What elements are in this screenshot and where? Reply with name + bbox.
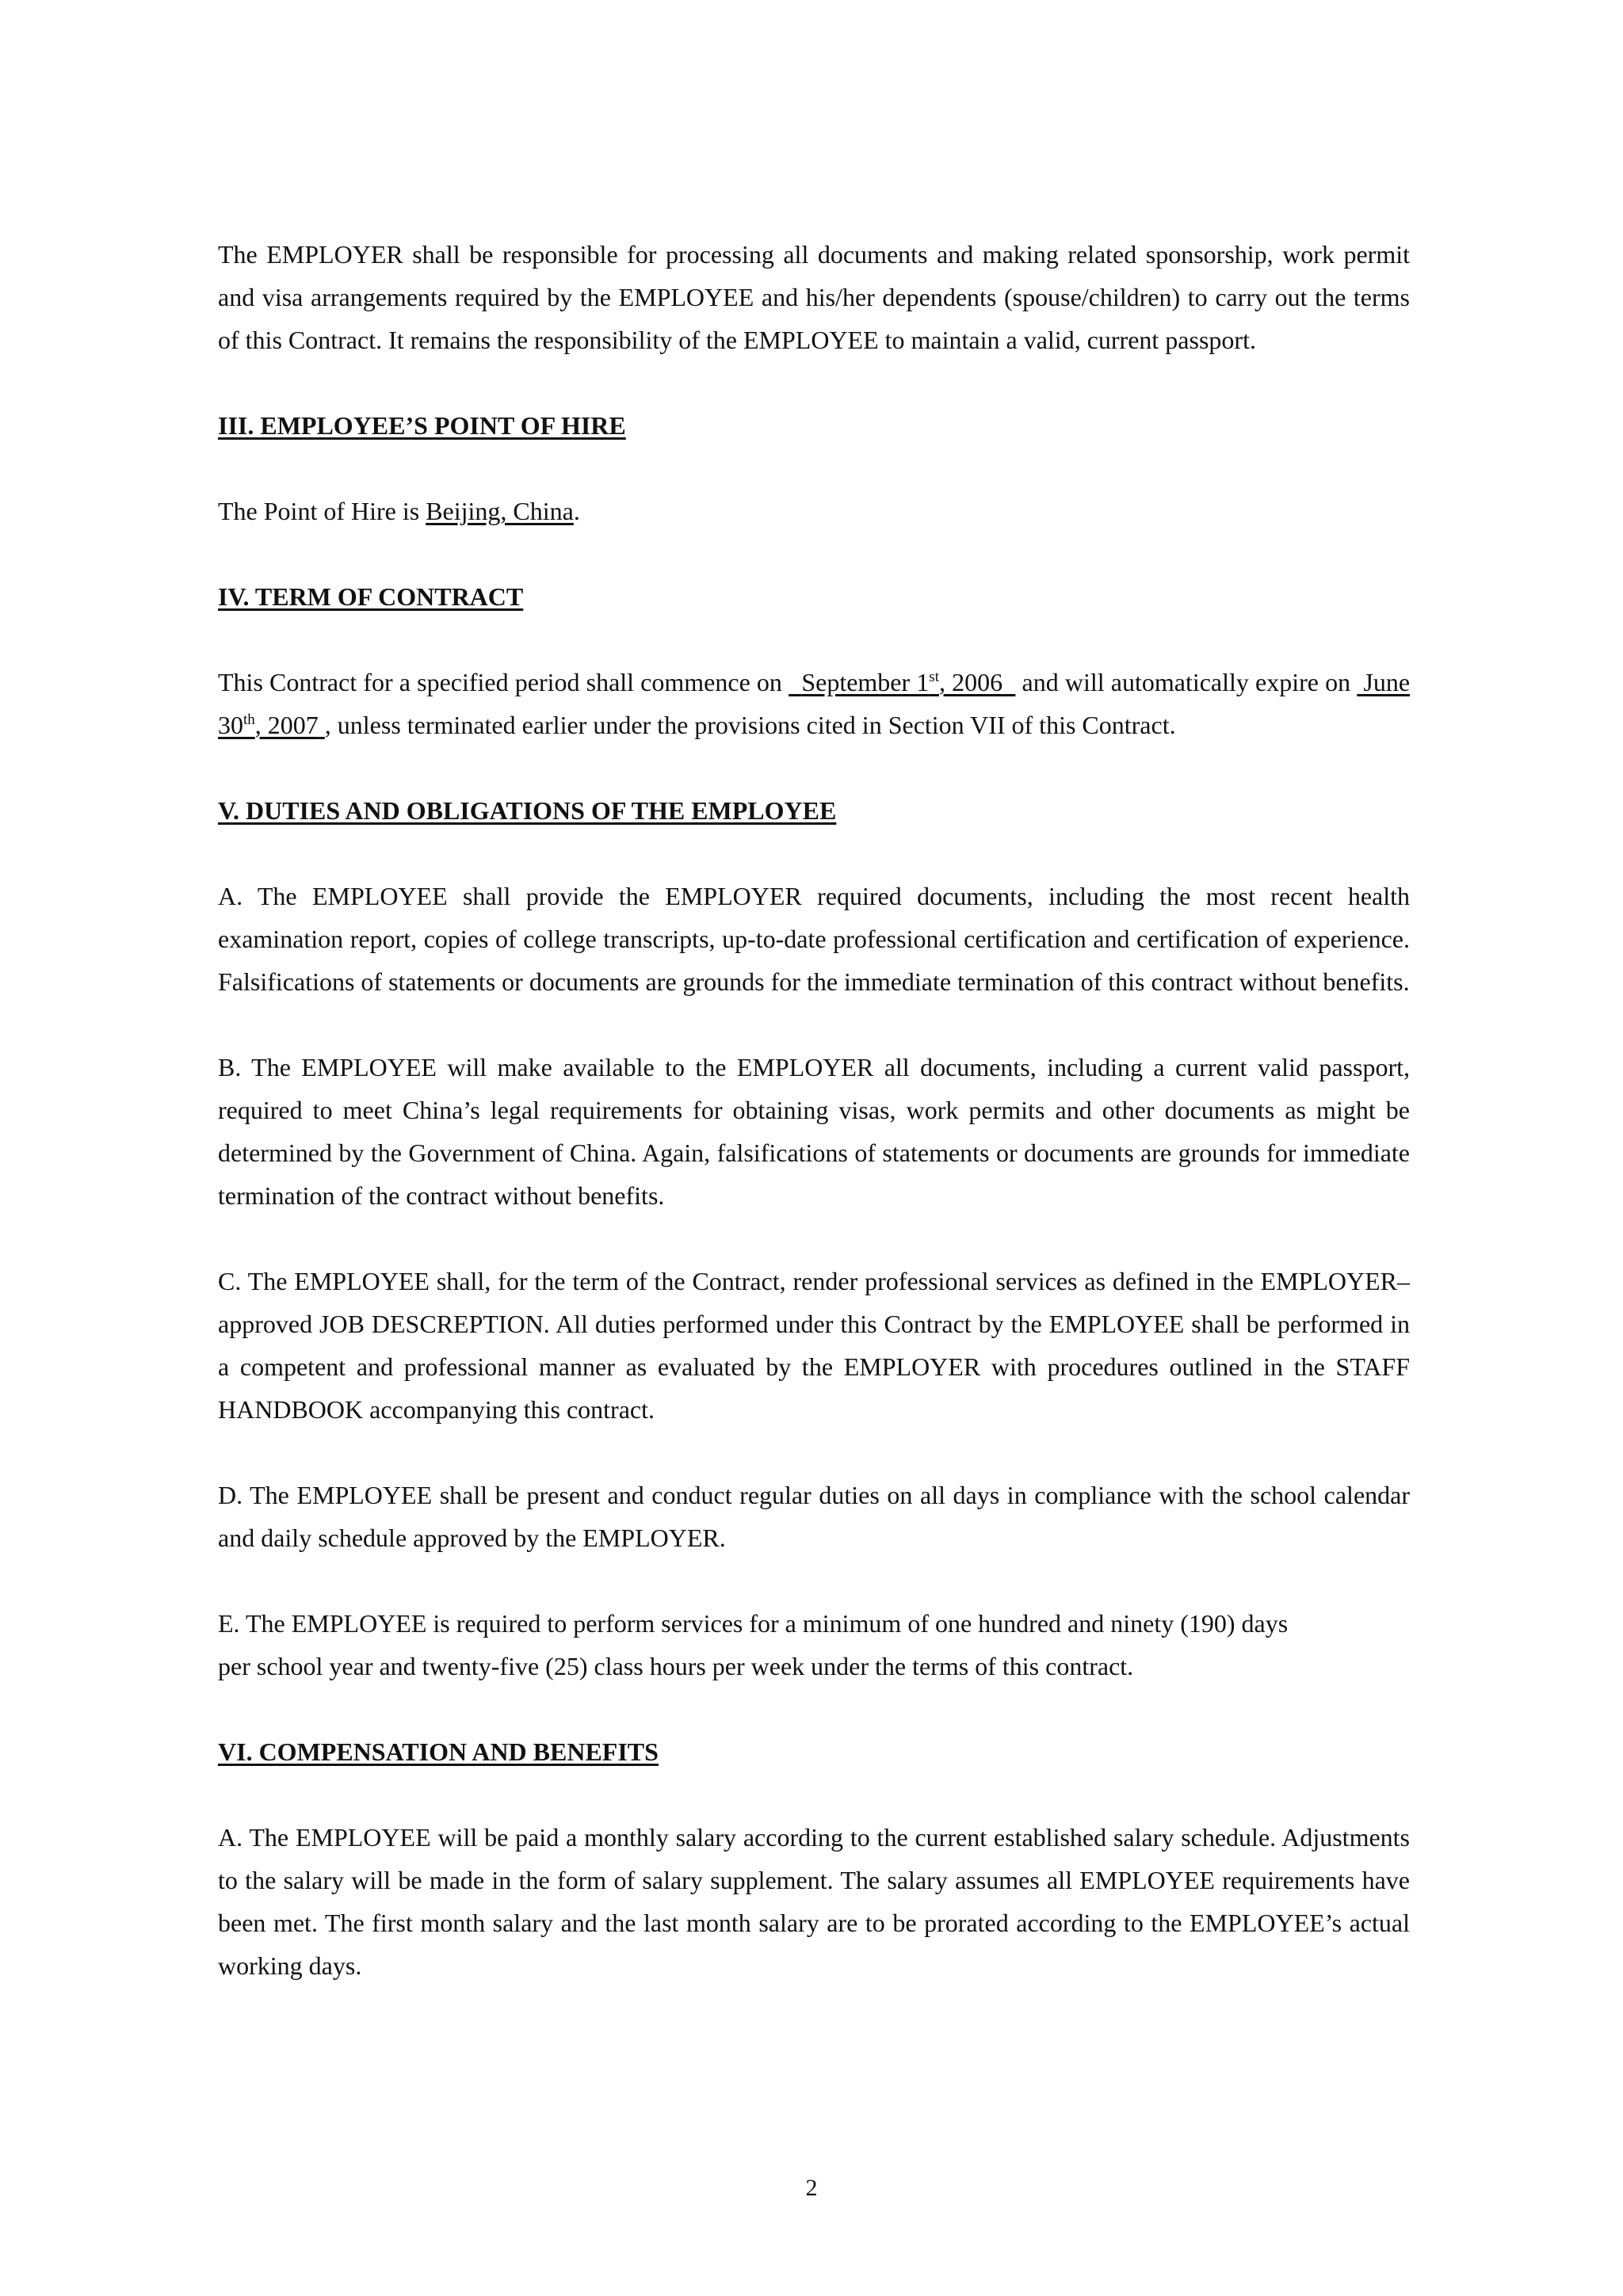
section-heading-point-of-hire: III. EMPLOYEE’S POINT OF HIRE	[218, 411, 626, 440]
term-text-start: This Contract for a specified period shall commence on	[218, 668, 789, 696]
duties-item-d: D. The EMPLOYEE shall be present and conduct regular duties on all days in compliance with the school calendar and daily schedule approved by the EMPLOYER.	[218, 1481, 1410, 1552]
start-date-pad-right	[1002, 668, 1015, 696]
end-date-pad-right	[319, 711, 325, 739]
section-heading-duties: V. DUTIES AND OBLIGATIONS OF THE EMPLOYEE	[218, 796, 837, 825]
term-text-middle: and will automatically expire on	[1015, 668, 1358, 696]
start-date-main: September 1	[801, 668, 930, 696]
term-text-end: , unless terminated earlier under the provisions cited in Section VII of this Contract.	[324, 711, 1176, 739]
start-date-year: , 2006	[938, 668, 1003, 696]
duties-item-e	[218, 1602, 1410, 1688]
point-of-hire-text: The Point of Hire is	[218, 497, 426, 525]
end-date-main: June 30	[218, 668, 1411, 739]
duties-item-a: A. The EMPLOYEE shall provide the EMPLOYER required documents, including the most recent health examination report, copies of college transcripts, up-to-date professional certification and certification of experience. Falsifications of statements or documents are grounds for the immediate termination of this contract without benefits.	[218, 882, 1410, 996]
start-date	[789, 668, 1015, 696]
duties-item-b: B. The EMPLOYEE will make available to the EMPLOYER all documents, including a current valid passport, required to meet China’s legal requirements for obtaining visas, work permits and other documents as might be determined by the Government of China. Again, falsifications of statements or documents are grounds for immediate termination of the contract without benefits.	[218, 1053, 1410, 1210]
point-of-hire-location: Beijing, China	[426, 497, 574, 525]
end-date-year: , 2007	[254, 711, 319, 739]
page-number: 2	[805, 2175, 818, 2201]
end-date-suffix: th	[243, 711, 255, 728]
section-heading-compensation: VI. COMPENSATION AND BENEFITS	[218, 1737, 659, 1766]
sponsorship-paragraph: The EMPLOYER shall be responsible for processing all documents and making related sponsorship, work permit and visa arrangements required by the EMPLOYEE and his/her dependents (spouse/children) to carry out the terms of this Contract. It remains the responsibility of the EMPLOYEE to maintain a valid, current passport.	[218, 240, 1410, 354]
start-date-pad-left	[789, 668, 801, 696]
point-of-hire-period: .	[573, 497, 580, 525]
start-date-suffix: st	[929, 669, 939, 685]
term-paragraph	[218, 661, 1410, 746]
duties-item-c: C. The EMPLOYEE shall, for the term of the Contract, render professional services as defined in the EMPLOYER–approved JOB DESCREPTION. All duties performed under this Contract by the EMPLOYEE shall be performed in a competent and professional manner as evaluated by the EMPLOYER with procedures outlined in the STAFF HANDBOOK accompanying this contract.	[218, 1267, 1410, 1424]
duties-item-e-line-2: per school year and twenty-five (25) class hours per week under the terms of this contract.	[218, 1652, 1134, 1680]
compensation-item-a: A. The EMPLOYEE will be paid a monthly salary according to the current established salary schedule. Adjustments to the salary will be made in the form of salary supplement. The salary assumes all EMPLOYEE requirements have been met. The first month salary and the last month salary are to be prorated according to the EMPLOYEE’s actual working days.	[218, 1823, 1410, 1980]
section-heading-term-of-contract: IV. TERM OF CONTRACT	[218, 582, 524, 611]
point-of-hire-paragraph	[218, 490, 1410, 532]
duties-item-e-line-1: E. The EMPLOYEE is required to perform services for a minimum of one hundred and ninety (190) days	[218, 1609, 1289, 1638]
page-content	[218, 233, 1410, 1987]
